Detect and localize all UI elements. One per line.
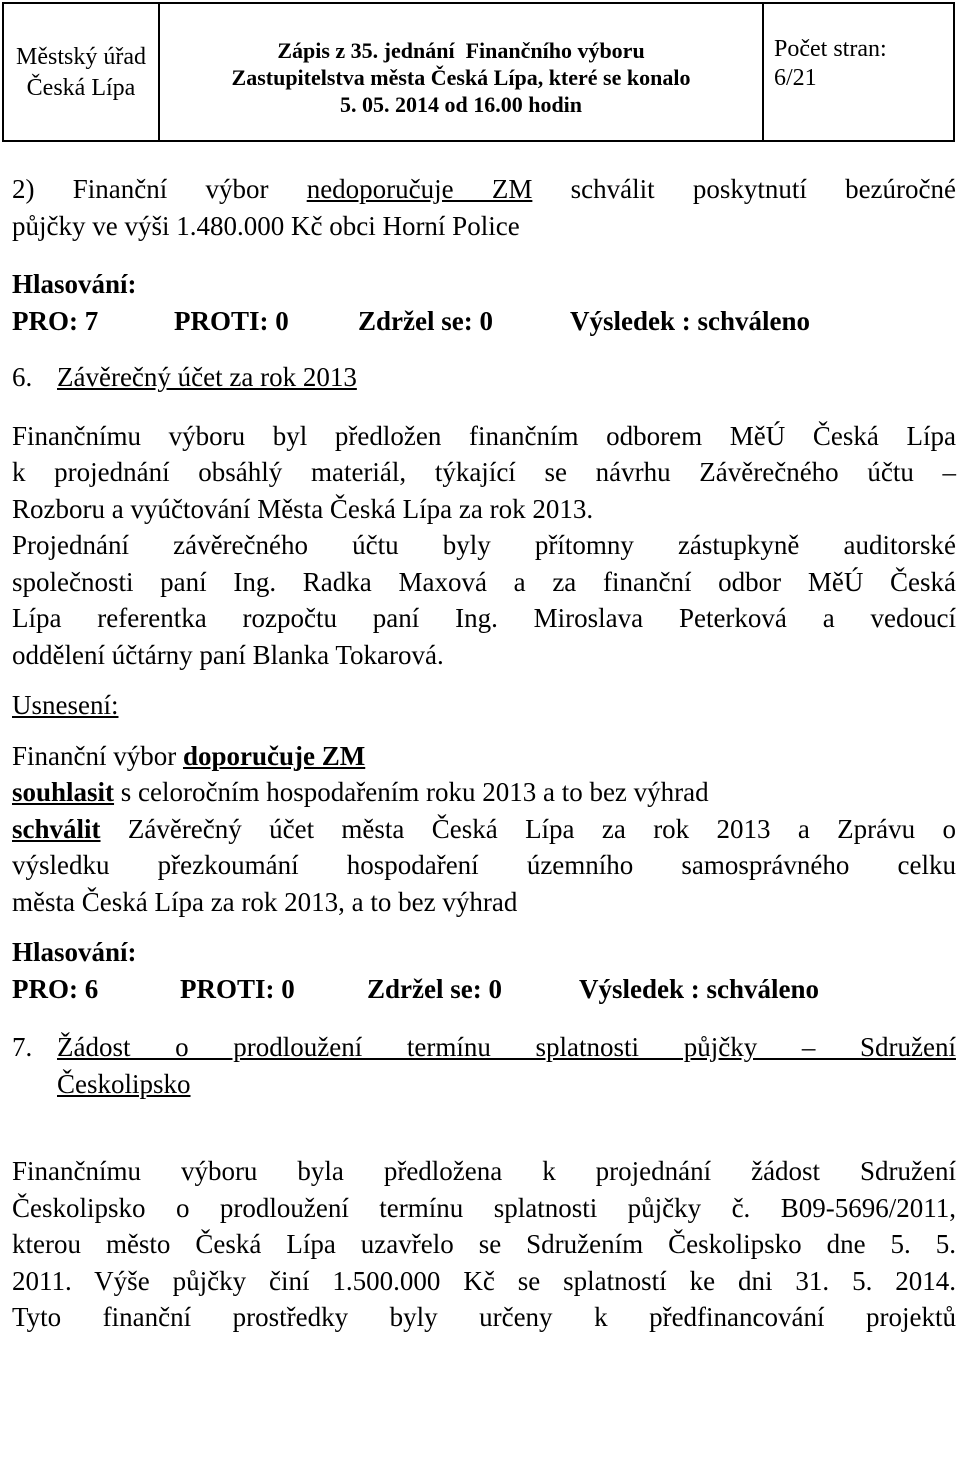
header-office [4,4,160,140]
vote1-proti: PROTI: 0 [174,305,289,336]
resolution-item-2 [12,811,956,848]
vote2-label: Hlasování: [12,937,137,967]
section6-para-line: Lípa referentka rozpočtu paní Ing. Miroslava Peterková a vedoucí [12,603,956,633]
item2-line-1 [12,171,956,208]
vote1-pro: PRO: 7 [12,305,99,336]
res2-line-2: výsledku přezkoumání hospodaření územního samosprávného celku [12,850,956,880]
pages-value: 6/21 [774,65,817,91]
document-body [12,171,956,1336]
section7-heading [12,1029,956,1066]
vote2-zdrzel: Zdržel se: 0 [367,973,502,1004]
section6-para-line: Projednání závěrečného účtu byly přítomny zástupkyně auditorské [12,530,956,560]
office-line-2: Česká Lípa [26,75,136,101]
office-line-1: Městský úřad [16,44,146,70]
vote1-label: Hlasování: [12,269,137,299]
section6-para-line: společnosti paní Ing. Radka Maxová a za finanční odbor MěÚ Česká [12,566,956,597]
section7-para-line: Českolipsko o prodloužení termínu splatnosti půjčky č. B09-5696/2011, [12,1192,956,1223]
res1-verb: souhlasit [12,777,115,807]
section7-title-line-2: Českolipsko [57,1068,191,1099]
title-line-1: Zápis z 35. jednání Finančního výboru [277,38,645,63]
document-header [2,2,955,142]
vote2-pro: PRO: 6 [12,973,99,1004]
vote1-result: Výsledek : schváleno [570,305,811,336]
section6-para-line: k projednání obsáhlý materiál, týkající se návrhu Závěrečného účtu – [12,457,956,487]
vote1-row [12,303,956,340]
vote2-result: Výsledek : schváleno [579,973,820,1004]
section7-para-line: Finančnímu výboru byla předložena k projednání žádost Sdružení [12,1156,956,1186]
resolution-line [12,738,956,775]
res1-rest: s celoročním hospodařením roku 2013 a to bez výhrad [120,777,709,807]
item2-prefix: 2) Finanční výbor [12,174,269,204]
section6-number: 6. [12,362,33,392]
item2-verb: nedoporučuje ZM [306,174,533,204]
res2-line-3: města Česká Lípa za rok 2013, a to bez výhrad [12,886,518,917]
header-page-count [764,4,953,140]
vote2-proti: PROTI: 0 [180,973,295,1004]
section6-heading [12,359,956,396]
resolution-verb: doporučuje ZM [182,740,366,771]
resolution-item-1 [12,774,956,811]
item2-line-2: půjčky ve výši 1.480.000 Kč obci Horní Police [12,210,520,241]
res2-verb: schválit [12,813,101,844]
section7-title-line-1: Žádost o prodloužení termínu splatnosti půjčky – Sdružení [57,1032,956,1062]
section7-para-line: kterou město Česká Lípa uzavřelo se Sdružením Českolipsko dne 5. 5. [12,1229,956,1259]
title-line-3: 5. 05. 2014 od 16.00 hodin [339,92,583,117]
section6-para-line: Rozboru a vyúčtování Města Česká Lípa za rok 2013. [12,493,594,524]
section6-title: Závěrečný účet za rok 2013 [57,362,357,392]
vote1-zdrzel: Zdržel se: 0 [358,305,493,336]
pages-label: Počet stran: [774,36,887,62]
vote2-row [12,971,956,1008]
resolution-prefix: Finanční výbor [12,740,177,771]
section7-number: 7. [12,1032,33,1062]
section7-para-line: Tyto finanční prostředky byly určeny k předfinancování projektů [12,1302,956,1332]
header-title [160,4,764,140]
item2-line1-rest: schválit poskytnutí bezúročné [570,174,956,204]
title-line-2: Zastupitelstva města Česká Lípa, které se konalo [231,65,691,90]
section6-para-line: Finančnímu výboru byl předložen finančním odborem MěÚ Česká Lípa [12,420,956,451]
section7-para-line: 2011. Výše půjčky činí 1.500.000 Kč se splatností ke dni 31. 5. 2014. [12,1265,956,1296]
section6-para-line: oddělení účtárny paní Blanka Tokarová. [12,639,444,670]
res2-rest: Závěrečný účet města Česká Lípa za rok 2013 a Zprávu o [127,813,956,844]
usneseni-label: Usnesení: [12,690,119,720]
